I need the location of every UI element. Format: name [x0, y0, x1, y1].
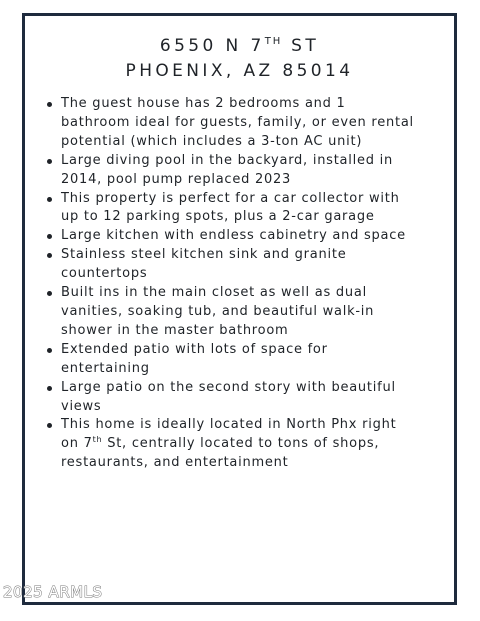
feature-item: Built ins in the main closet as well as dual vanities, soaking tub, and beautiful walk-in shower in the master bathroom: [44, 284, 446, 341]
feature-item: The guest house has 2 bedrooms and 1 bathroom ideal for guests, family, or even rental potential (which includes a 3-ton AC unit): [44, 95, 446, 152]
bullet-dot-icon: [47, 197, 52, 202]
street-number: 6550 N 7: [159, 36, 265, 56]
bullet-dot-icon: [47, 102, 52, 107]
bullet-dot-icon: [47, 253, 52, 258]
bullet-dot-icon: [47, 348, 52, 353]
feature-item: Extended patio with lots of space for entertaining: [44, 341, 446, 379]
property-address: [25, 34, 454, 84]
feature-item: Large diving pool in the backyard, installed in 2014, pool pump replaced 2023: [44, 152, 446, 190]
street-address-line: [25, 34, 454, 59]
feature-item: Large patio on the second story with beautiful views: [44, 379, 446, 417]
bullet-dot-icon: [47, 159, 52, 164]
bullet-dot-icon: [47, 386, 52, 391]
feature-item: This property is perfect for a car collector with up to 12 parking spots, plus a 2-car garage: [44, 190, 446, 228]
bullet-dot-icon: [47, 234, 52, 239]
document-frame: [22, 13, 457, 605]
feature-list: [44, 95, 446, 473]
street-suffix: ST: [282, 36, 320, 56]
feature-item: Large kitchen with endless cabinetry and space: [44, 227, 446, 246]
feature-item: This home is ideally located in North Phx right on 7th St, centrally located to tons of shops, restaurants, and entertainment: [44, 416, 446, 473]
feature-item: Stainless steel kitchen sink and granite countertops: [44, 246, 446, 284]
copyright-watermark: 2025 ARMLS: [3, 583, 103, 601]
feature-line-with-ordinal: on 7th St, centrally located to tons of shops,: [61, 435, 380, 452]
bullet-dot-icon: [47, 291, 52, 296]
street-ordinal: TH: [264, 36, 283, 47]
city-line: PHOENIX, AZ 85014: [125, 61, 354, 81]
bullet-dot-icon: [47, 423, 52, 428]
